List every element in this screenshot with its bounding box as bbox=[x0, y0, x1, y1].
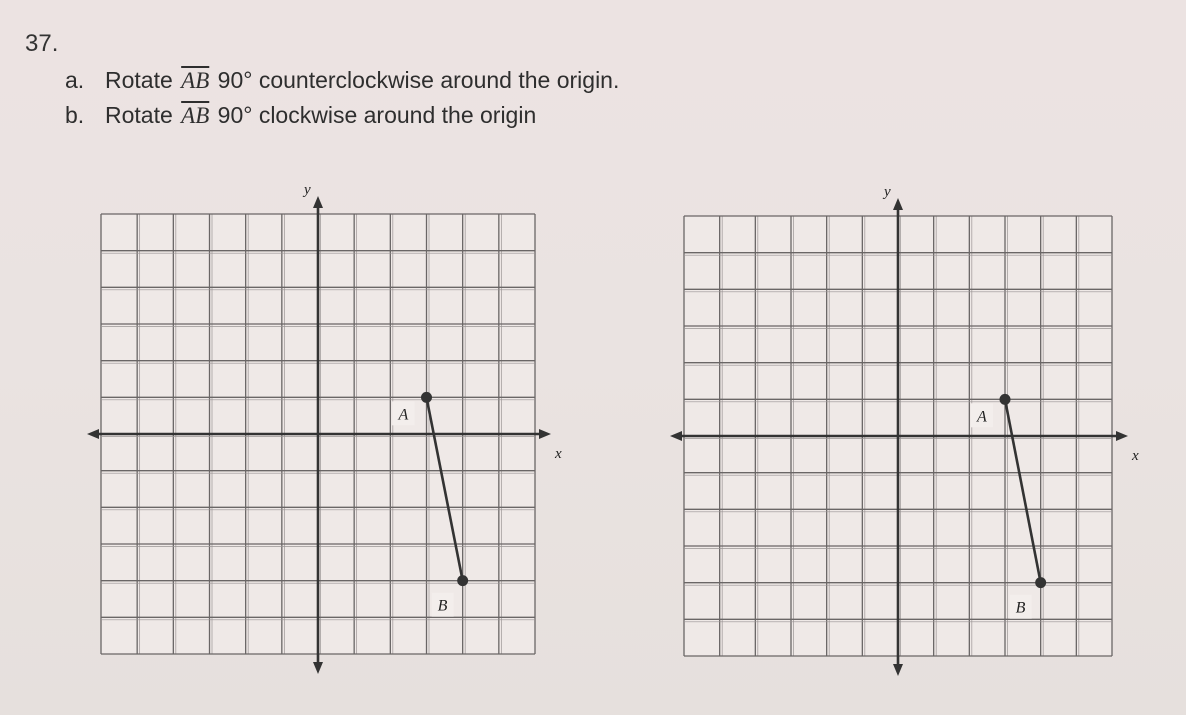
y-axis-arrow-down bbox=[893, 664, 903, 676]
instruction-b-suffix: 90° clockwise around the origin bbox=[217, 102, 537, 128]
instruction-b-label: b. bbox=[65, 102, 85, 128]
point-b bbox=[457, 575, 468, 586]
y-axis-arrow-up bbox=[893, 198, 903, 210]
x-axis-label: x bbox=[555, 446, 562, 462]
point-a bbox=[421, 392, 432, 403]
x-axis-arrow-left bbox=[87, 429, 99, 439]
x-axis-arrow-right bbox=[1116, 431, 1128, 441]
y-axis-arrow-down bbox=[313, 662, 323, 674]
point-label-a: A bbox=[977, 408, 987, 426]
point-label-b: B bbox=[437, 597, 448, 615]
instruction-a-suffix: 90° counterclockwise around the origin. bbox=[217, 67, 620, 93]
y-axis-label: y bbox=[884, 184, 891, 200]
instruction-a-segment: $\overline{AB}$ bbox=[181, 68, 210, 93]
point-label-a: A bbox=[398, 406, 409, 424]
point-label-b: B bbox=[1015, 599, 1026, 617]
instruction-b-prefix: Rotate bbox=[105, 102, 173, 128]
point-a bbox=[1000, 394, 1011, 405]
instruction-a-prefix: Rotate bbox=[105, 67, 173, 93]
point-b bbox=[1035, 577, 1046, 588]
x-axis-label: x bbox=[1132, 448, 1139, 464]
y-axis-arrow-up bbox=[313, 196, 323, 208]
coordinate-grid-b bbox=[670, 184, 1139, 676]
y-axis-label: y bbox=[304, 182, 311, 198]
instruction-a-label: a. bbox=[65, 67, 85, 93]
problem-number: 37. bbox=[25, 30, 59, 57]
x-axis-arrow-left bbox=[670, 431, 682, 441]
instruction-b-segment: $\overline{AB}$ bbox=[181, 103, 210, 128]
x-axis-arrow-right bbox=[539, 429, 551, 439]
coordinate-grid-a bbox=[87, 182, 562, 674]
